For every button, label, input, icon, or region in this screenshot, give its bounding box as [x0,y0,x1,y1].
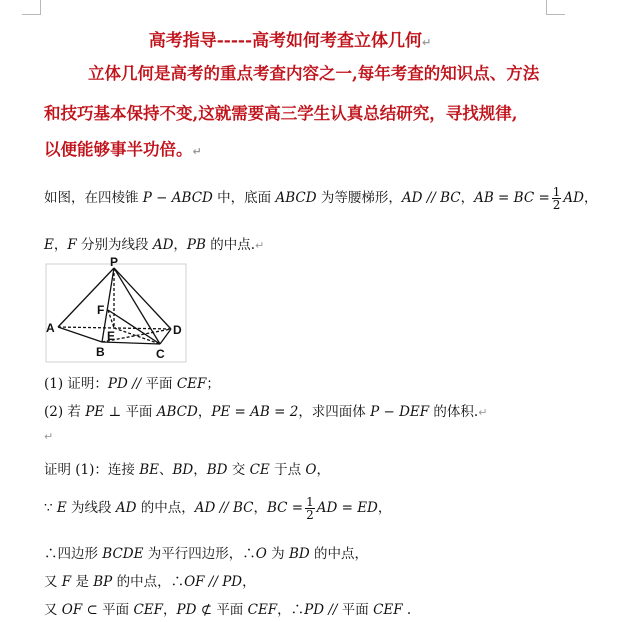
proof-line-5: 又 OF ⊂ 平面 CEF，PD ⊄ 平面 CEF，∴PD // 平面 CEF . [44,602,412,618]
page-title: 高考指导-----高考如何考查立体几何↵ [148,31,432,51]
segment-FC [108,310,160,344]
paragraph-mark: ↵ [422,36,432,49]
proof-line-2: ∵ E 为线段 AD 的中点，AD // BC，BC = $\frac{1}{2}$ AD = ED， [44,495,392,522]
edge-AB [58,327,102,342]
pyramid-figure [38,256,198,368]
proof-line-1: 证明 (1)：连接 BE、BD，BD 交 CE 于点 O， [44,462,330,478]
question-1: (1) 证明：PD // 平面 CEF； [44,376,220,392]
label-B: B [96,345,105,359]
label-D: D [173,323,182,337]
proof-line-3: ∴四边形 BCDE 为平行四边形，∴O 为 BD 的中点， [44,546,368,562]
paragraph-mark: ↵ [255,239,265,252]
problem-line-2: E，F 分别为线段 AD，PB 的中点.↵ [44,237,265,253]
proof-line-4: 又 F 是 BP 的中点，∴OF // PD， [44,574,256,590]
intro-line-1: 立体几何是高考的重点考查内容之一,每年考查的知识点、方法 [88,64,540,83]
label-E: E [107,329,116,343]
paragraph-mark: ↵ [478,406,488,419]
paragraph-mark: ↵ [44,430,54,443]
label-C: C [156,347,165,361]
label-A: A [46,321,55,335]
intro-line-2: 和技巧基本保持不变,这就需要高三学生认真总结研究，寻找规律, [44,104,518,123]
paragraph-mark: ↵ [192,145,202,158]
crop-mark-top-right [546,0,565,15]
question-2: (2) 若 PE ⊥ 平面 ABCD，PE = AB = 2，求四面体 P − DEF 的体积.↵ [44,404,488,420]
label-P: P [110,256,119,269]
figure-frame [46,264,186,362]
problem-line-1: 如图，在四棱锥 P − ABCD 中，底面 ABCD 为等腰梯形，AD // BC，AB = BC = $\frac{1}{2}$ AD， [44,185,598,212]
empty-line [44,428,53,444]
crop-mark-top-left [22,0,41,15]
fraction-half: $\frac{1}{2}$ [306,495,314,522]
fraction-half: $\frac{1}{2}$ [552,185,561,212]
intro-line-3: 以便能够事半功倍。↵ [44,140,202,159]
label-F: F [97,303,105,317]
